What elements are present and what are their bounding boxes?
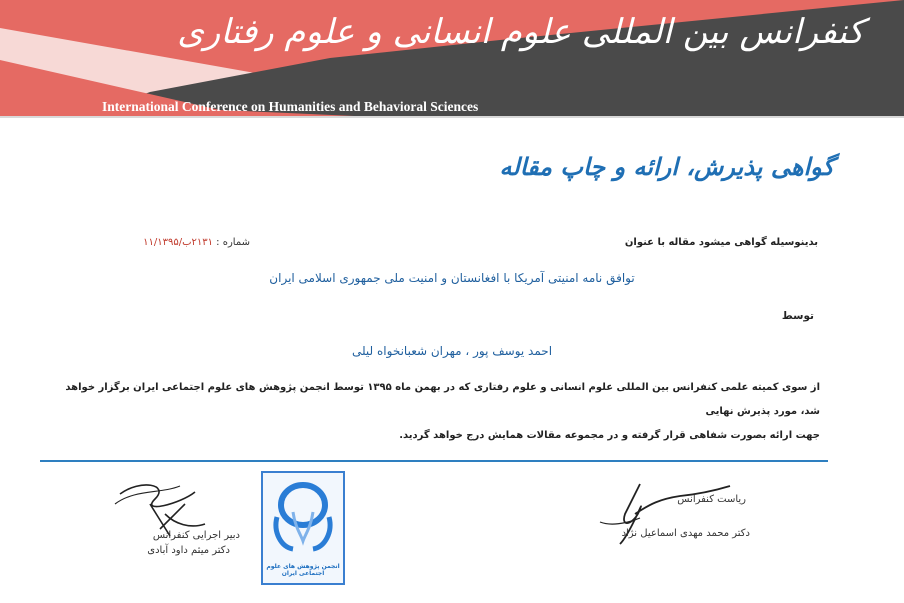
body-line-1: از سوی کمیته علمی کنفرانس بین المللی علوم انسانی و علوم رفتاری که در بهمن ماه ۱۳۹۵ توسط انجمن پژوهش های علوم اجتماعی ایران برگزار خواهد شد، مورد پذیرش نهایی <box>65 382 820 417</box>
logo-text: انجمن پژوهش های علوم اجتماعی ایران <box>266 563 340 577</box>
by-label: توسط <box>781 310 814 322</box>
body-line-2: جهت ارائه بصورت شفاهی قرار گرفته و در مجموعه مقالات همایش درج خواهد گردید. <box>399 430 820 441</box>
right-signer-name: دکتر محمد مهدی اسماعیل نژاد <box>621 528 750 539</box>
left-signer-name: دکتر میثم داود آبادی <box>147 545 230 556</box>
certificate-title: گواهی پذیرش، ارائه و چاپ مقاله <box>499 152 834 181</box>
body-text <box>60 376 820 448</box>
paper-title: توافق نامه امنیتی آمریکا با افغانستان و امنیت ملی جمهوری اسلامی ایران <box>269 271 635 285</box>
divider-line <box>40 460 828 462</box>
left-signer-role: دبیر اجرایی کنفرانس <box>152 530 240 541</box>
association-logo <box>261 471 345 585</box>
certificate-number <box>60 237 250 248</box>
number-value: ۲۱۳۱ب/۱۱/۱۳۹۵ <box>143 237 213 248</box>
number-label: شماره : <box>216 237 250 248</box>
right-signature-icon <box>590 474 740 554</box>
header-title-fa: کنفرانس بین المللی علوم انسانی و علوم رفتاری <box>177 12 864 52</box>
right-signer-role: ریاست کنفرانس <box>677 494 746 505</box>
header-banner <box>0 0 904 118</box>
authors: احمد یوسف پور ، مهران شعبانخواه لیلی <box>351 344 553 358</box>
logo-heads-icon <box>263 477 343 557</box>
intro-text: بدینوسیله گواهی میشود مقاله با عنوان <box>624 237 818 248</box>
header-title-en: International Conference on Humanities and Behavioral Sciences <box>102 99 479 114</box>
